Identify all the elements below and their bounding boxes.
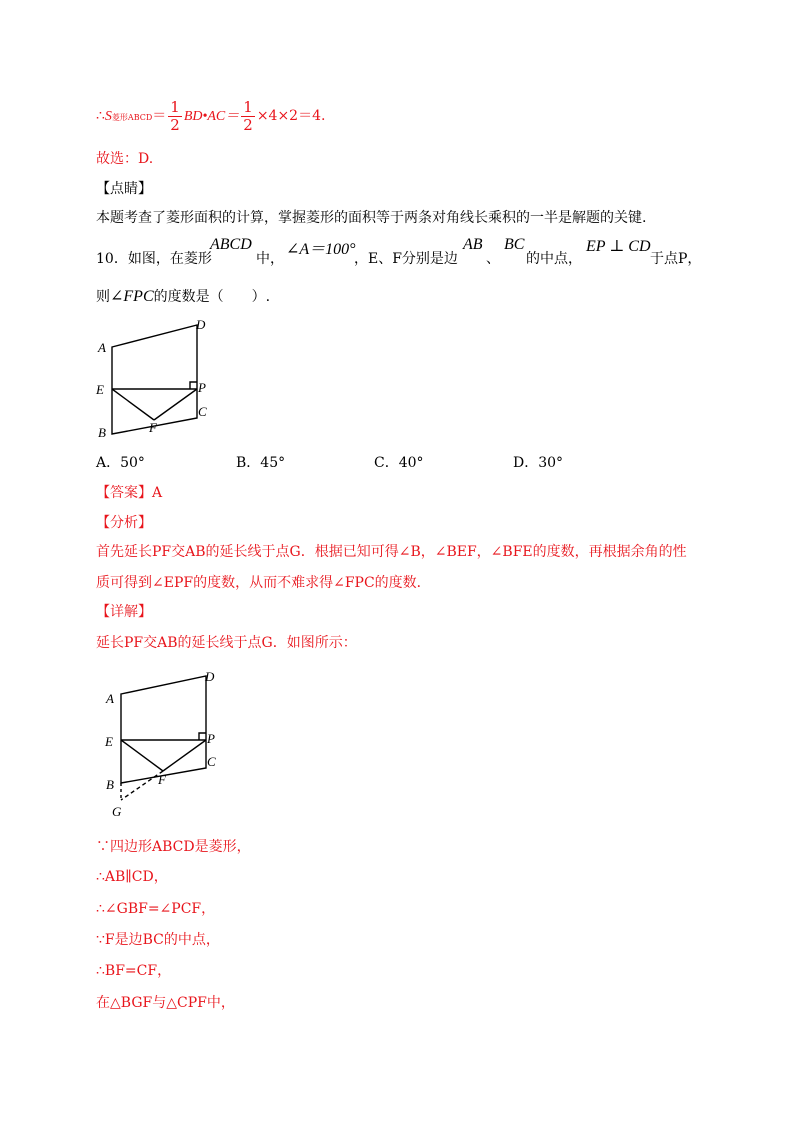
segment-ef — [121, 740, 163, 771]
analysis-line-1: 首先延长PF交AB的延长线于点G．根据已知可得∠B，∠BEF，∠BFE的度数，再根据余角的性 — [96, 544, 687, 560]
rhombus-figure — [90, 312, 220, 442]
option-a: A．50° — [96, 455, 145, 471]
segment-pf — [154, 389, 197, 420]
label-c: C — [198, 404, 207, 419]
detail-intro: 延长PF交AB的延长线于点G．如图所示： — [96, 635, 357, 651]
fraction-half-1: $\frac{1}{2}$ — [170, 97, 180, 134]
fraction-half-2: $\frac{1}{2}$ — [243, 97, 253, 134]
dianjing-header: 【点睛】 — [96, 181, 152, 197]
segment-ef — [112, 389, 154, 420]
choice-line: 故选：D. — [96, 151, 154, 167]
label-f: F — [149, 420, 157, 435]
detail-header: 【详解】 — [96, 604, 152, 620]
rhombus-figure-extended — [100, 664, 230, 822]
detail-step-5: ∴BF=CF， — [96, 963, 172, 979]
area-formula: ∴S菱形ABCD＝ $\frac{1}{2}$ BD•AC＝ $\frac{1}{2}$ ×4×2＝4. — [96, 97, 326, 134]
detail-step-6: 在△BGF与△CPF中， — [96, 995, 235, 1011]
label-e: E — [105, 734, 113, 749]
right-angle-mark — [199, 733, 206, 740]
dianjing-text: 本题考查了菱形面积的计算，掌握菱形的面积等于两条对角线长乘积的一半是解题的关键. — [96, 210, 647, 226]
label-p: P — [207, 731, 215, 746]
label-b: B — [98, 425, 106, 440]
option-b: B．45° — [236, 455, 286, 471]
label-d: D — [196, 317, 206, 332]
label-g: G — [112, 804, 122, 819]
option-d: D．30° — [513, 455, 564, 471]
label-a: A — [106, 691, 114, 706]
detail-step-3: ∴∠GBF=∠PCF， — [96, 901, 216, 917]
label-a: A — [98, 340, 106, 355]
segment-pf — [163, 740, 206, 771]
label-f: F — [158, 772, 166, 787]
label-c: C — [207, 754, 216, 769]
label-b: B — [106, 777, 114, 792]
question-line-2: 则∠FPC的度数是（ ）. — [96, 288, 271, 305]
detail-step-1: ∵四边形ABCD是菱形， — [96, 839, 251, 855]
right-angle-mark — [190, 382, 197, 389]
option-c: C．40° — [374, 455, 424, 471]
answer-line: 【答案】A — [96, 485, 163, 501]
rhombus-abcd — [121, 676, 206, 783]
detail-step-4: ∵F是边BC的中点， — [96, 932, 220, 948]
label-d: D — [205, 669, 215, 684]
analysis-line-2: 质可得到∠EPF的度数，从而不难求得∠FPC的度数． — [96, 575, 431, 591]
dashed-fg — [121, 771, 163, 800]
detail-step-2: ∴AB∥CD， — [96, 869, 168, 885]
label-p: P — [198, 380, 206, 395]
analysis-header: 【分析】 — [96, 515, 152, 531]
label-e: E — [96, 382, 104, 397]
rhombus-abcd — [112, 325, 197, 434]
